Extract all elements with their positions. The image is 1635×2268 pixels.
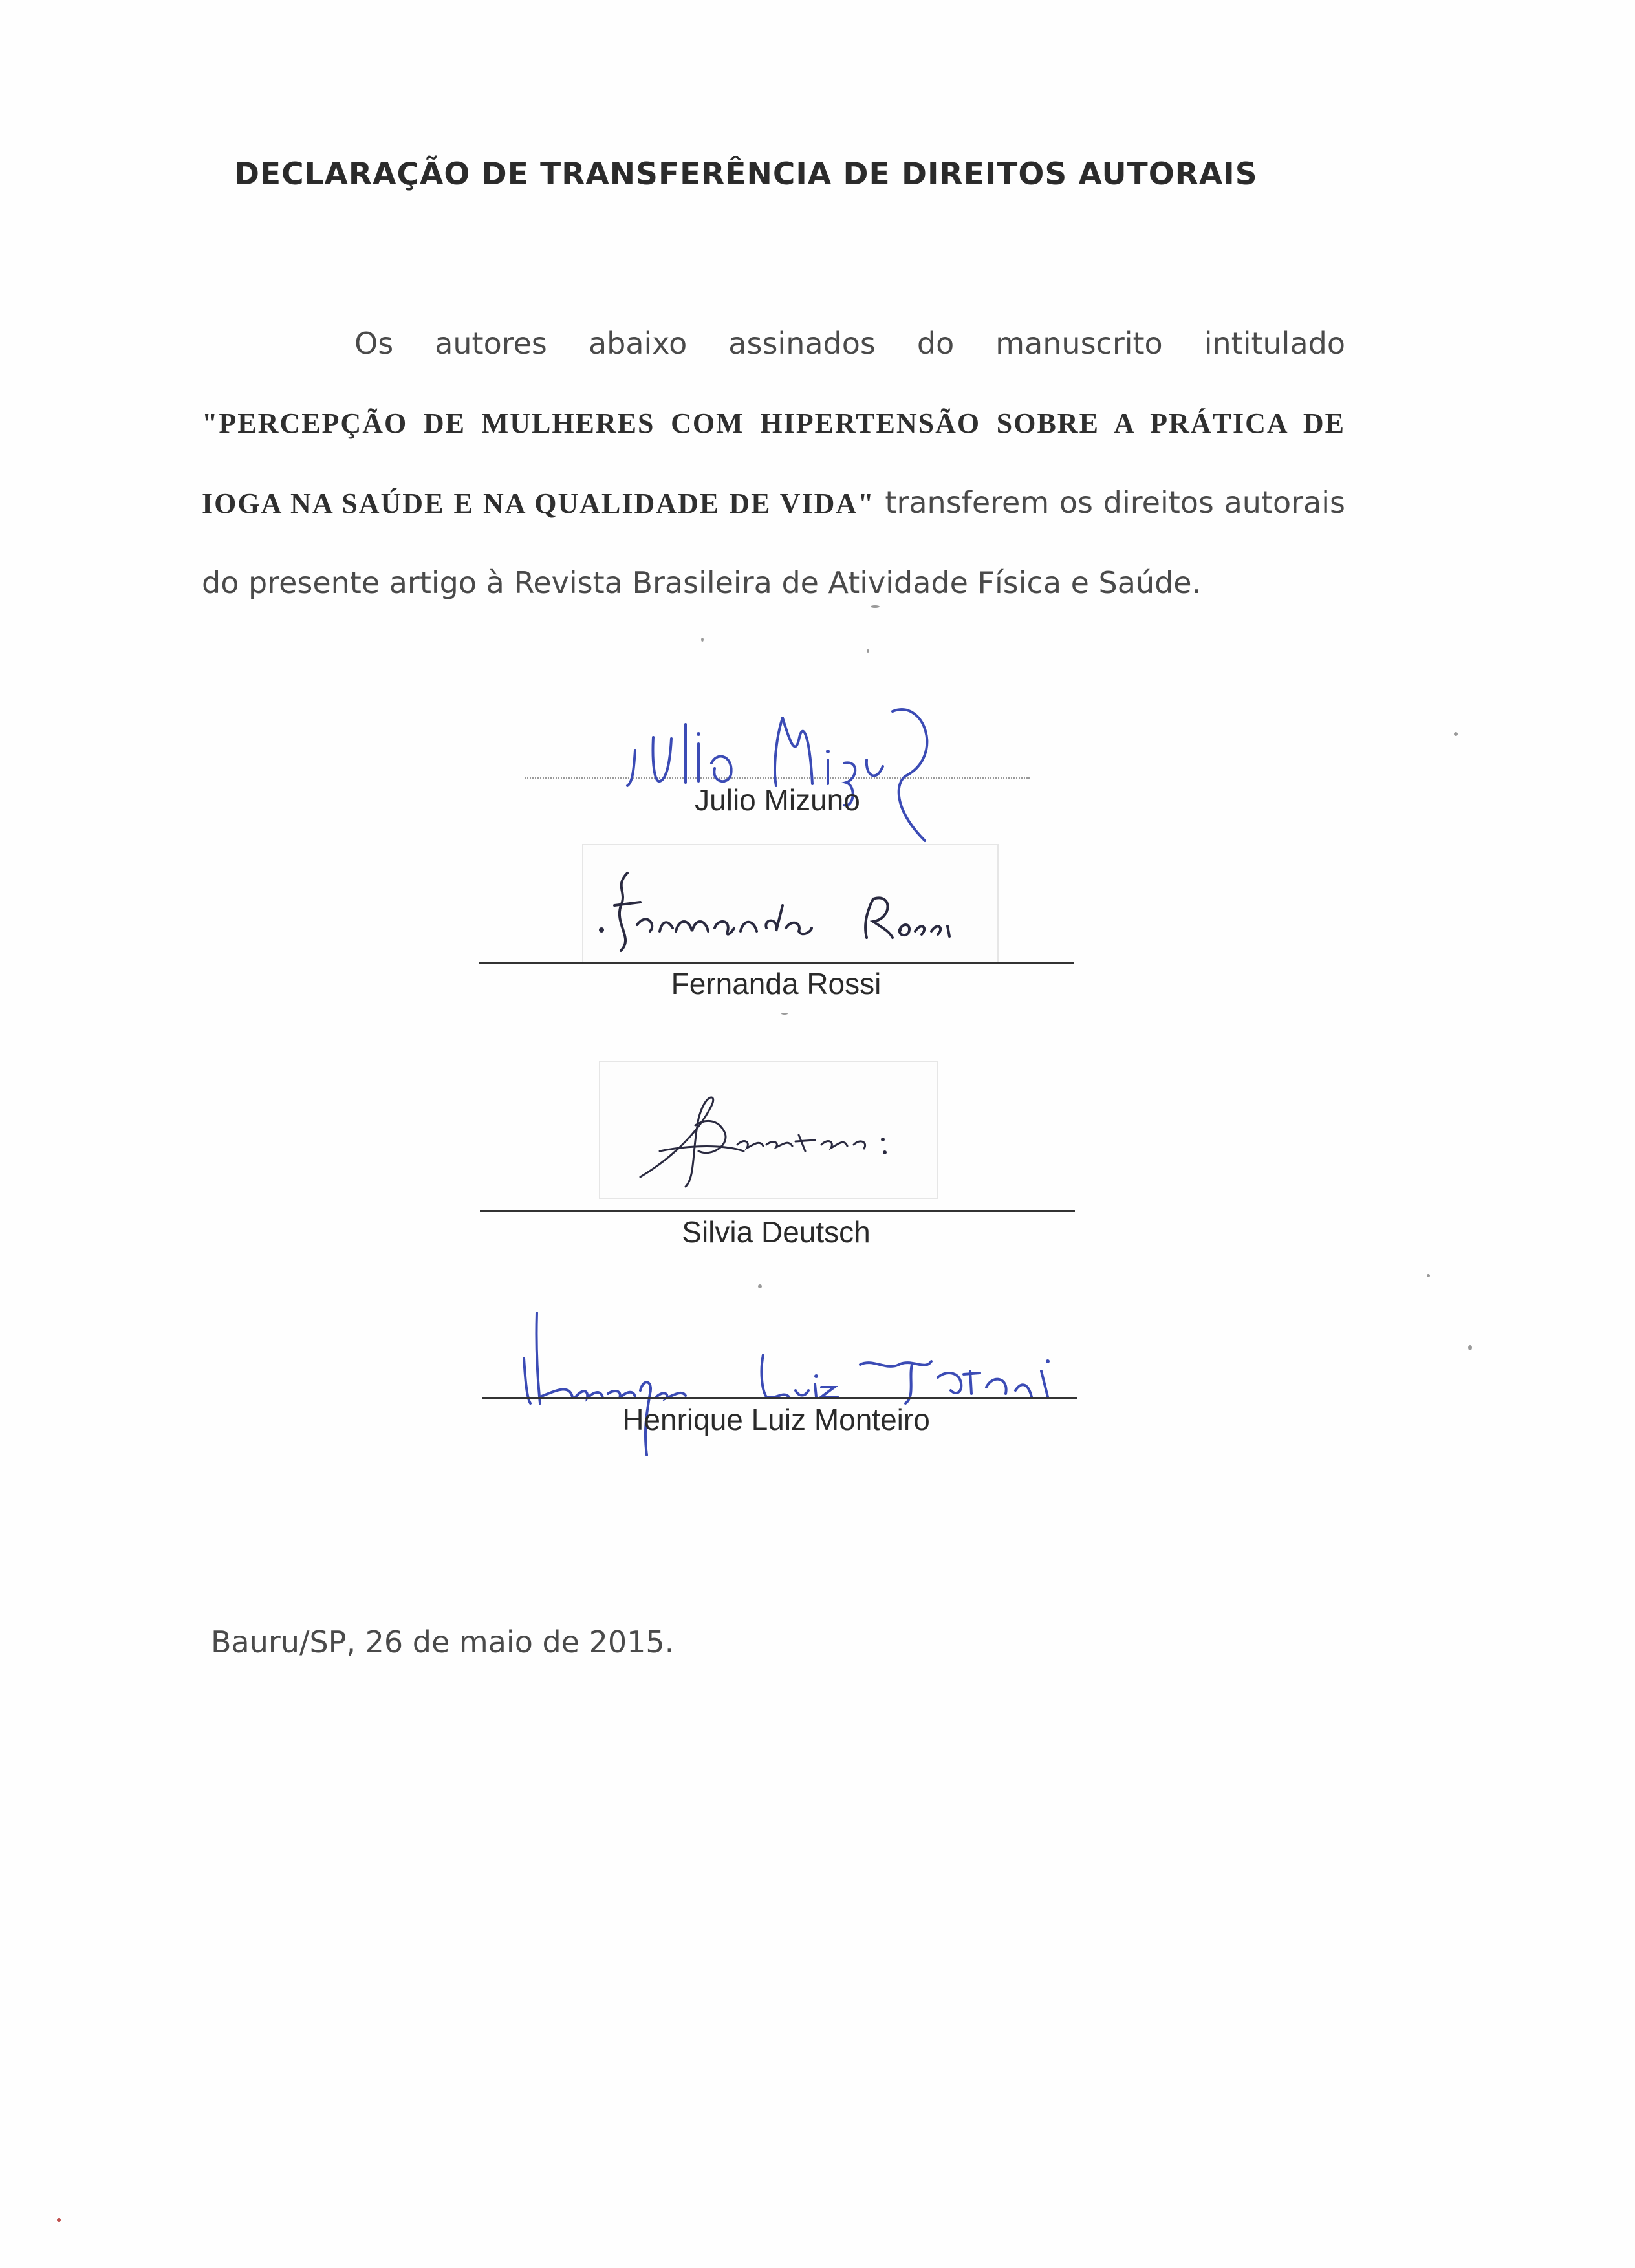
scan-speck — [781, 1013, 788, 1015]
signature-julio-mizuno — [621, 698, 957, 847]
signature-silvia-deutsch — [634, 1080, 931, 1196]
manuscript-title: "PERCEPÇÃO DE MULHERES COM HIPERTENSÃO SOBRE A PRÁTICA DE IOGA NA SAÚDE E NA QUALIDADE DE VIDA" — [202, 407, 1345, 519]
scan-speck — [871, 605, 880, 608]
signatory-name-3: Silvia Deutsch — [682, 1215, 871, 1249]
signature-line-4 — [482, 1397, 1077, 1399]
scan-speck — [1468, 1345, 1472, 1350]
signatory-name-1: Julio Mizuno — [695, 783, 860, 817]
signature-line-2 — [479, 962, 1074, 964]
signature-line-3 — [480, 1210, 1075, 1212]
signatory-name-4: Henrique Luiz Monteiro — [622, 1403, 930, 1436]
paragraph-rest: transferem os direitos autorais do presente artigo à Revista Brasileira de Atividade Física e Saúde. — [202, 485, 1345, 600]
scan-speck — [1454, 732, 1458, 736]
signature-fernanda-rossi — [589, 867, 990, 957]
scan-speck — [758, 1284, 762, 1288]
signatory-name-2: Fernanda Rossi — [671, 967, 882, 1000]
paragraph-intro: Os autores abaixo assinados do manuscrito intitulado — [354, 326, 1345, 361]
scan-speck — [1427, 1274, 1430, 1277]
declaration-paragraph — [202, 304, 1345, 622]
signature-henrique-luiz-monteiro — [511, 1300, 1093, 1462]
scan-speck — [57, 2218, 61, 2222]
place-and-date: Bauru/SP, 26 de maio de 2015. — [211, 1625, 675, 1659]
scan-speck — [867, 649, 869, 653]
document-title: DECLARAÇÃO DE TRANSFERÊNCIA DE DIREITOS AUTORAIS — [234, 157, 1258, 192]
scan-speck — [701, 638, 704, 642]
